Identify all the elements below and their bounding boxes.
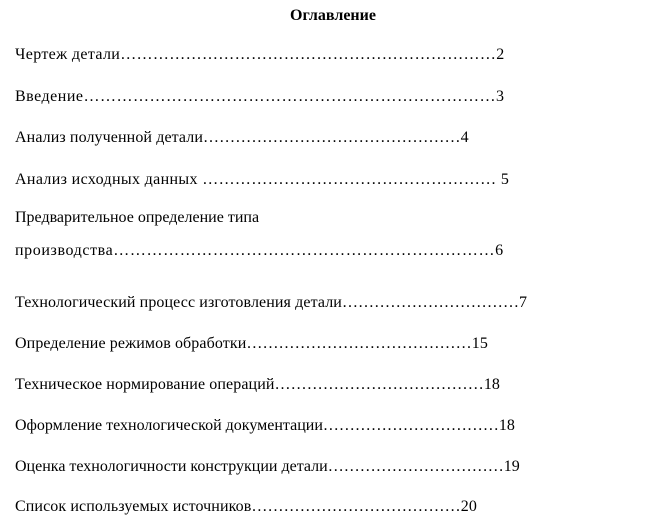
toc-entry-input-data: Анализ исходных данных ……………………………………………… 5 [15,171,510,188]
toc-entry-sources: Список используемых источников…………………………………20 [15,498,477,515]
toc-entry-manufacturability: Оценка технологичности конструкции детали……………………………19 [15,458,520,475]
toc-entry-technical-rating: Техническое нормирование операций…………………………………18 [15,376,501,393]
toc-entry-drawing: Чертеж детали……………………………………………………………2 [15,46,505,63]
toc-entry-part-analysis: Анализ полученной детали…………………………………………4 [15,129,469,146]
toc-entry-production-type-line2: производства……………………………………………………………6 [15,242,504,259]
toc-entry-documentation: Оформление технологической документации……………………………18 [15,417,515,434]
toc-entry-introduction: Введение…………………………………………………………………3 [15,88,505,105]
toc-entry-technological-process: Технологический процесс изготовления детали……………………………7 [15,294,528,311]
toc-entry-machining-modes: Определение режимов обработки……………………………………15 [15,335,488,352]
toc-title: Оглавление [290,7,376,24]
toc-entry-production-type-line1: Предварительное определение типа [15,209,260,226]
